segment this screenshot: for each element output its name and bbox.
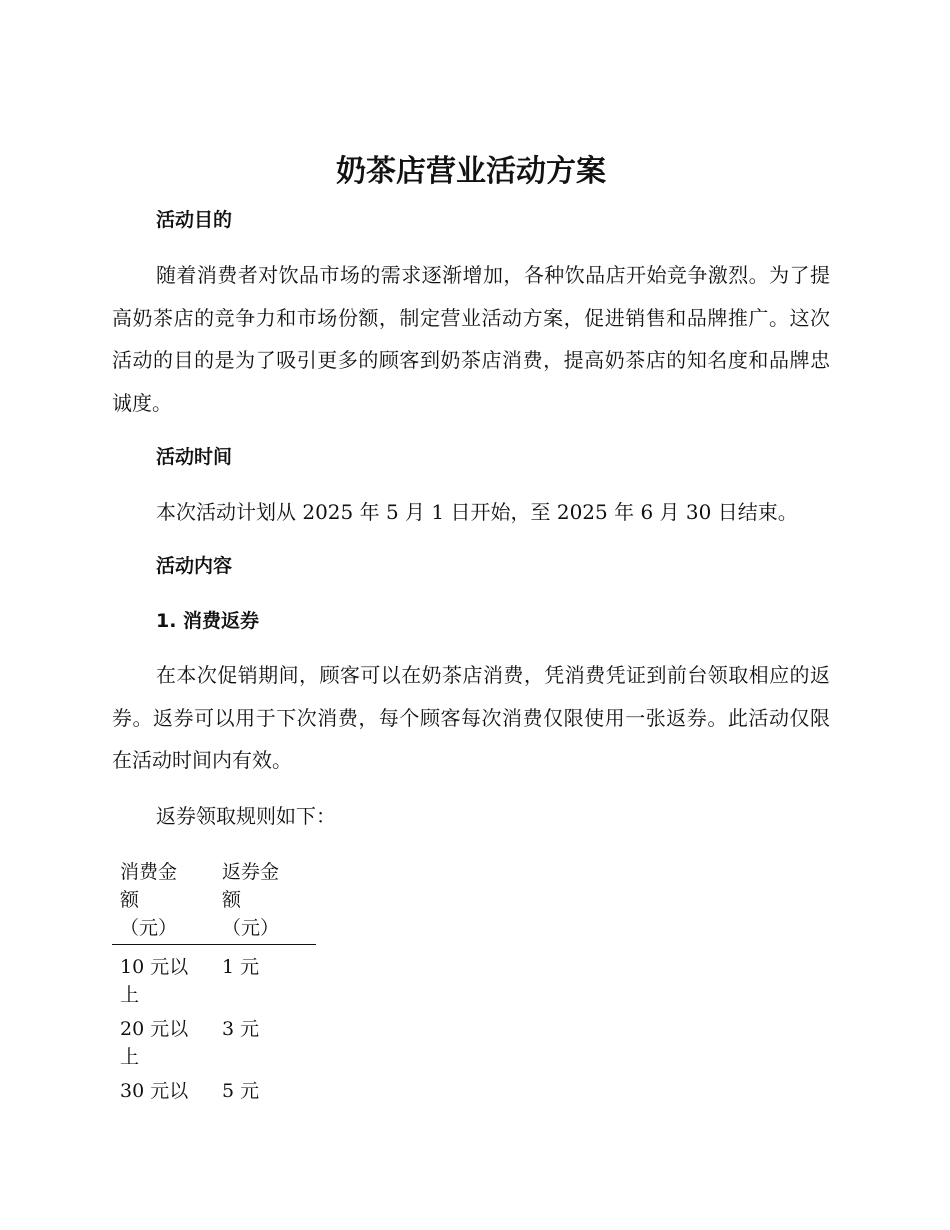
header-coupon-line2: 额 [222,889,242,911]
cell-coupon: 3 元 [222,1018,260,1040]
header-spend-line2: 额 [120,889,140,911]
header-spend-amount [112,855,214,945]
cell-spend: 10 元以上 [120,956,189,1006]
header-spend-line1: 消费金 [120,861,178,883]
paragraph-time: 本次活动计划从 2025 年 5 月 1 日开始，至 2025 年 6 月 30 日结束。 [156,500,798,524]
heading-content: 活动内容 [156,555,233,577]
header-coupon-amount [214,855,316,945]
header-coupon-line1: 返券金 [222,861,280,883]
heading-time: 活动时间 [156,446,233,468]
cell-coupon: 5 元 [222,1080,260,1102]
heading-purpose: 活动目的 [156,209,233,231]
cell-spend: 30 元以 [120,1080,189,1102]
header-coupon-line3: （元） [222,917,280,939]
paragraph-purpose: 随着消费者对饮品市场的需求逐渐增加，各种饮品店开始竞争激烈。为了提高奶茶店的竞争力和市场份额，制定营业活动方案，促进销售和品牌推广。这次活动的目的是为了吸引更多的顾客到奶茶店消费，提高奶茶店的知名度和品牌忠诚度。 [112,263,830,415]
document-title: 奶茶店营业活动方案 [336,154,606,189]
paragraph-coupon-return: 在本次促销期间，顾客可以在奶茶店消费，凭消费凭证到前台领取相应的返券。返券可以用于下次消费，每个顾客每次消费仅限使用一张返券。此活动仅限在活动时间内有效。 [112,663,830,772]
cell-spend: 20 元以上 [120,1018,189,1068]
table-row [112,1074,316,1108]
subheading-coupon-return: 1. 消费返券 [156,610,260,632]
paragraph-rules-intro: 返券领取规则如下： [156,804,336,828]
table-header-row [112,855,316,945]
cell-coupon: 1 元 [222,956,260,978]
coupon-rules-table [112,855,316,1108]
header-spend-line3: （元） [120,917,178,939]
table-row [112,945,316,1013]
table-row [112,1012,316,1074]
